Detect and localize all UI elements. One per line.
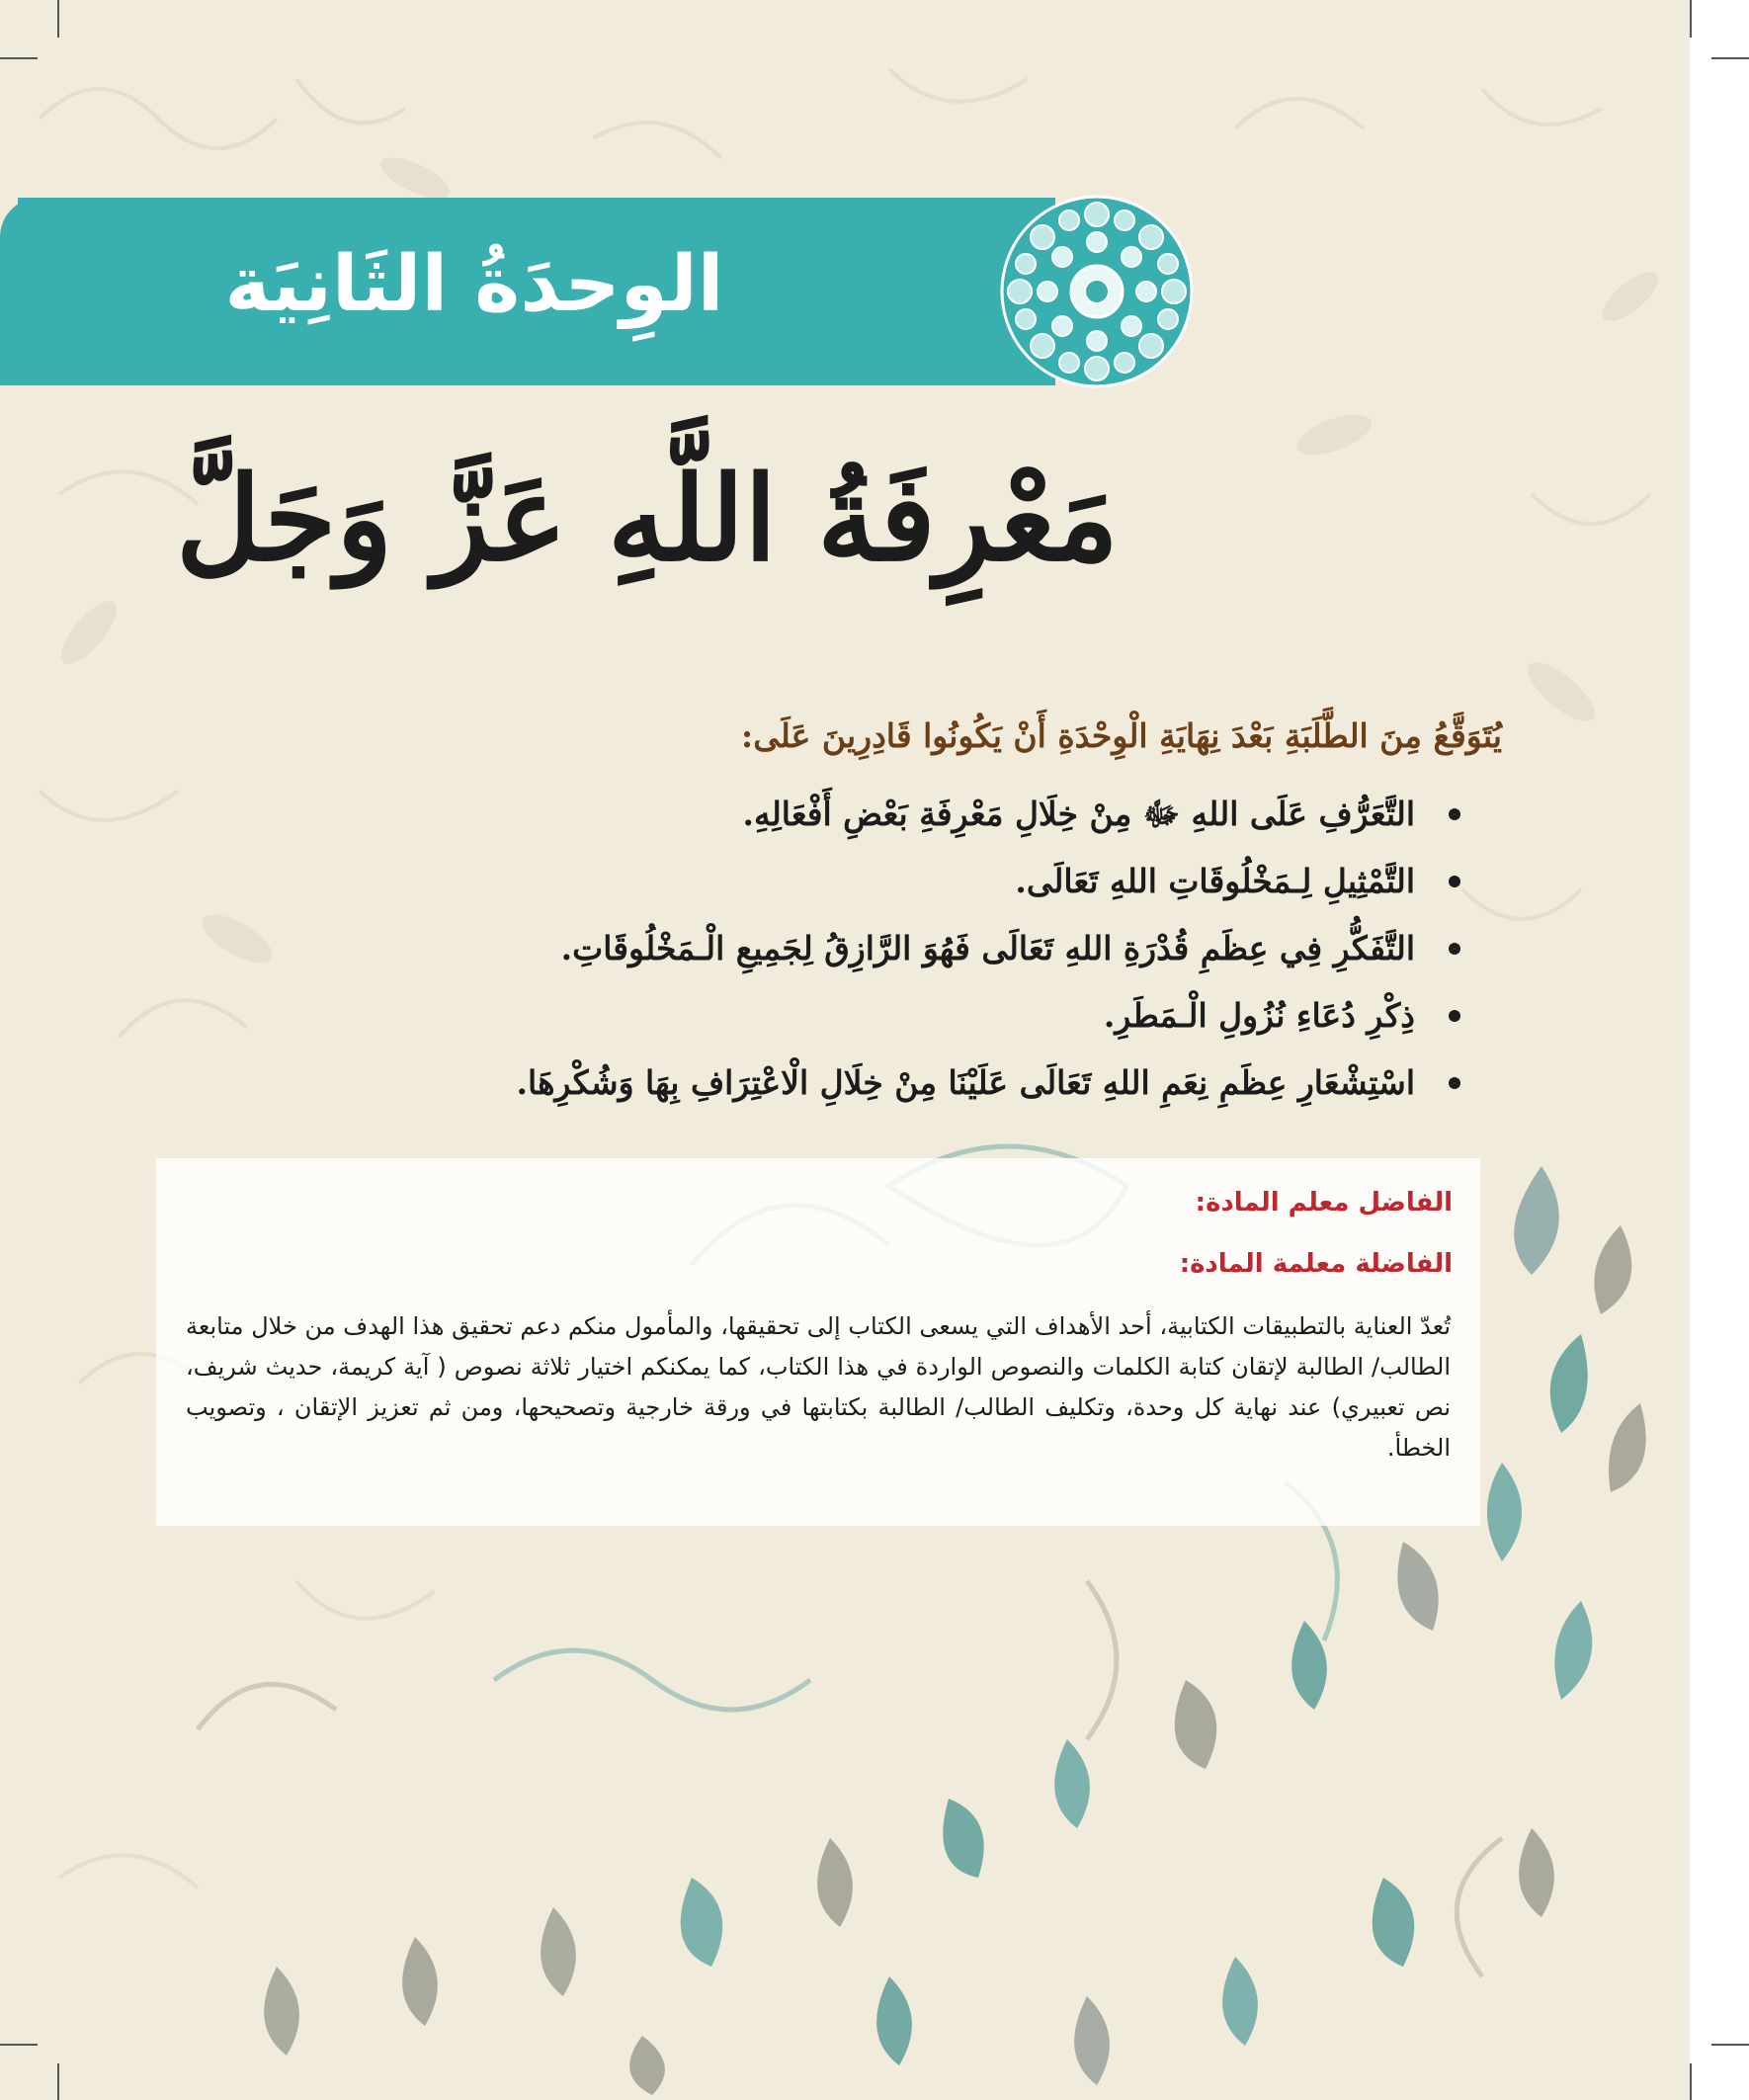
page-margin — [1690, 0, 1749, 2100]
bullet-icon — [1449, 1077, 1460, 1089]
teacher-notice-text: تُعدّ العناية بالتطبيقات الكتابية، أحد الأهداف التي يسعى الكتاب إلى تحقيقها، والمأمول منكم دعم تحقيق هذا الهدف من خلال متابعة الطالب/ الطالبة لإتقان كتابة الكلمات والنصوص الواردة في هذا الكتاب، كما يمكنكم اختيار ثلاثة نصوص ( آية كريمة، حديث شريف، نص تعبيري) عند نهاية كل وحدة، وتكليف الطالب/ الطالبة بكتابتها في ورقة خارجية وتصحيحها، ومن ثم تعزيز الإتقان ، وتصويب الخطأ. — [186, 1312, 1451, 1462]
bullet-icon — [1449, 943, 1460, 955]
unit-title: الوِحدَةُ الثَانِيَة — [224, 240, 724, 329]
crop-mark — [1711, 2044, 1749, 2046]
objective-item: التَّفَكُّرِ فِي عِظَمِ قُدْرَةِ اللهِ تَعَالَى فَهُوَ الرَّازِقُ لِجَمِيعِ الْـمَخْلُوقَاتِ. — [474, 915, 1472, 982]
crop-mark — [0, 2044, 38, 2046]
bullet-icon — [1449, 808, 1460, 820]
objectives-intro: يُتَوَقَّعُ مِنَ الطَّلَبَةِ بَعْدَ نِهَايَةِ الْوِحْدَةِ أَنْ يَكُونُوا قَادِرِينَ عَلَى: — [741, 716, 1502, 755]
lesson-title: مَعْرِفَةُ اللَّهِ عَزَّ وَجَلَّ — [175, 450, 1120, 587]
rosette-ornament-icon — [998, 193, 1196, 390]
teacher-male-label: الفاضل معلم المادة: — [1195, 1188, 1453, 1218]
crop-mark — [57, 0, 59, 38]
crop-mark — [1690, 0, 1692, 38]
objective-item: التَّعَرُّفِ عَلَى اللهِ ﷻ مِنْ خِلَالِ مَعْرِفَةِ بَعْضِ أَفْعَالِهِ. — [474, 781, 1472, 848]
crop-mark — [0, 57, 38, 59]
objectives-list — [474, 781, 1472, 1117]
objective-item: التَّمْثِيلِ لِـمَخْلُوقَاتِ اللهِ تَعَالَى. — [474, 848, 1472, 915]
bullet-icon — [1449, 876, 1460, 887]
objective-item: ذِكْرِ دُعَاءِ نُزُولِ الْـمَطَرِ. — [474, 982, 1472, 1050]
teacher-notice-box — [156, 1158, 1480, 1526]
objective-item: اسْتِشْعَارِ عِظَمِ نِعَمِ اللهِ تَعَالَى عَلَيْنَا مِنْ خِلَالِ الْاعْتِرَافِ بِهَا وَشُكْرِهَا. — [474, 1050, 1472, 1117]
bullet-icon — [1449, 1010, 1460, 1022]
teacher-female-label: الفاضلة معلمة المادة: — [1179, 1249, 1453, 1279]
crop-mark — [1711, 57, 1749, 59]
crop-mark — [57, 2063, 59, 2100]
crop-mark — [1690, 2063, 1692, 2100]
